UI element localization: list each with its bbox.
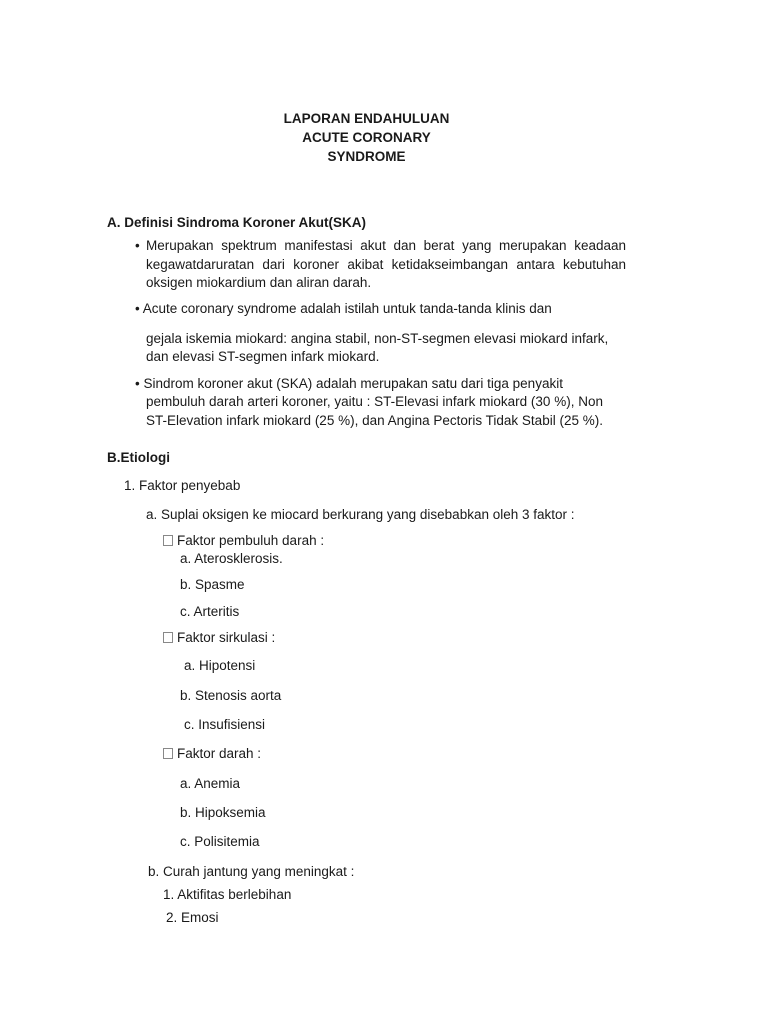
list-item: a. Aterosklerosis. — [180, 551, 283, 566]
checkbox-glyph-icon — [163, 535, 173, 546]
title-line-2: ACUTE CORONARY — [302, 130, 431, 145]
list-item: 1. Aktifitas berlebihan — [163, 887, 292, 902]
bullet-marker: • — [135, 238, 140, 253]
group-label: Faktor darah : — [177, 746, 262, 761]
checkbox-glyph-icon — [163, 632, 173, 643]
list-item: b. Spasme — [180, 577, 245, 592]
section-a-bullet-2-line-3: dan elevasi ST-segmen infark miokard. — [146, 349, 380, 364]
section-a-bullet-2-first: • Acute coronary syndrome adalah istilah untuk tanda-tanda klinis dan — [135, 301, 552, 316]
list-item-curah-jantung: b. Curah jantung yang meningkat : — [148, 864, 355, 879]
checkbox-glyph-icon — [163, 748, 173, 759]
section-a-bullet-3-first: • Sindrom koroner akut (SKA) adalah merupakan satu dari tiga penyakit — [135, 376, 563, 391]
list-item: c. Insufisiensi — [184, 717, 266, 732]
group-pembuluh-darah — [163, 532, 324, 550]
list-item: c. Arteritis — [180, 604, 240, 619]
list-item: c. Polisitemia — [180, 834, 260, 849]
section-a-bullet-3-line-2: pembuluh darah arteri koroner, yaitu : ST-Elevasi infark miokard (30 %), Non — [146, 394, 603, 409]
section-a-bullet-3-line-3: ST-Elevation infark miokard (25 %), dan Angina Pectoris Tidak Stabil (25 %). — [146, 413, 603, 428]
list-item: b. Hipoksemia — [180, 805, 266, 820]
section-a-heading: A. Definisi Sindroma Koroner Akut(SKA) — [107, 215, 367, 230]
paragraph-line: Merupakan spektrum manifestasi akut dan berat yang merupakan keadaan — [146, 238, 626, 253]
title-line-1: LAPORAN ENDAHULUAN — [283, 111, 450, 126]
paragraph-line: kegawatdaruratan dari koroner akibat ketidakseimbangan antara kebutuhan — [146, 256, 626, 272]
list-item: a. Anemia — [180, 776, 241, 791]
paragraph-line: oksigen miokardium dan aliran darah. — [146, 275, 372, 290]
list-item: 2. Emosi — [166, 910, 219, 925]
group-sirkulasi — [163, 629, 275, 647]
list-item-suplai-oksigen: a. Suplai oksigen ke miocard berkurang yang disebabkan oleh 3 faktor : — [146, 507, 575, 522]
list-item-faktor-penyebab: 1. Faktor penyebab — [124, 478, 241, 493]
list-item: a. Hipotensi — [184, 658, 256, 673]
section-a-bullet-1 — [146, 237, 626, 293]
section-a-bullet-2-line-2: gejala iskemia miokard: angina stabil, non-ST-segmen elevasi miokard infark, — [146, 331, 609, 346]
group-label: Faktor sirkulasi : — [177, 630, 276, 645]
list-item: b. Stenosis aorta — [180, 688, 282, 703]
title-line-3: SYNDROME — [327, 149, 406, 164]
group-darah — [163, 745, 261, 763]
group-label: Faktor pembuluh darah : — [177, 533, 325, 548]
section-b-heading: B.Etiologi — [107, 450, 170, 465]
